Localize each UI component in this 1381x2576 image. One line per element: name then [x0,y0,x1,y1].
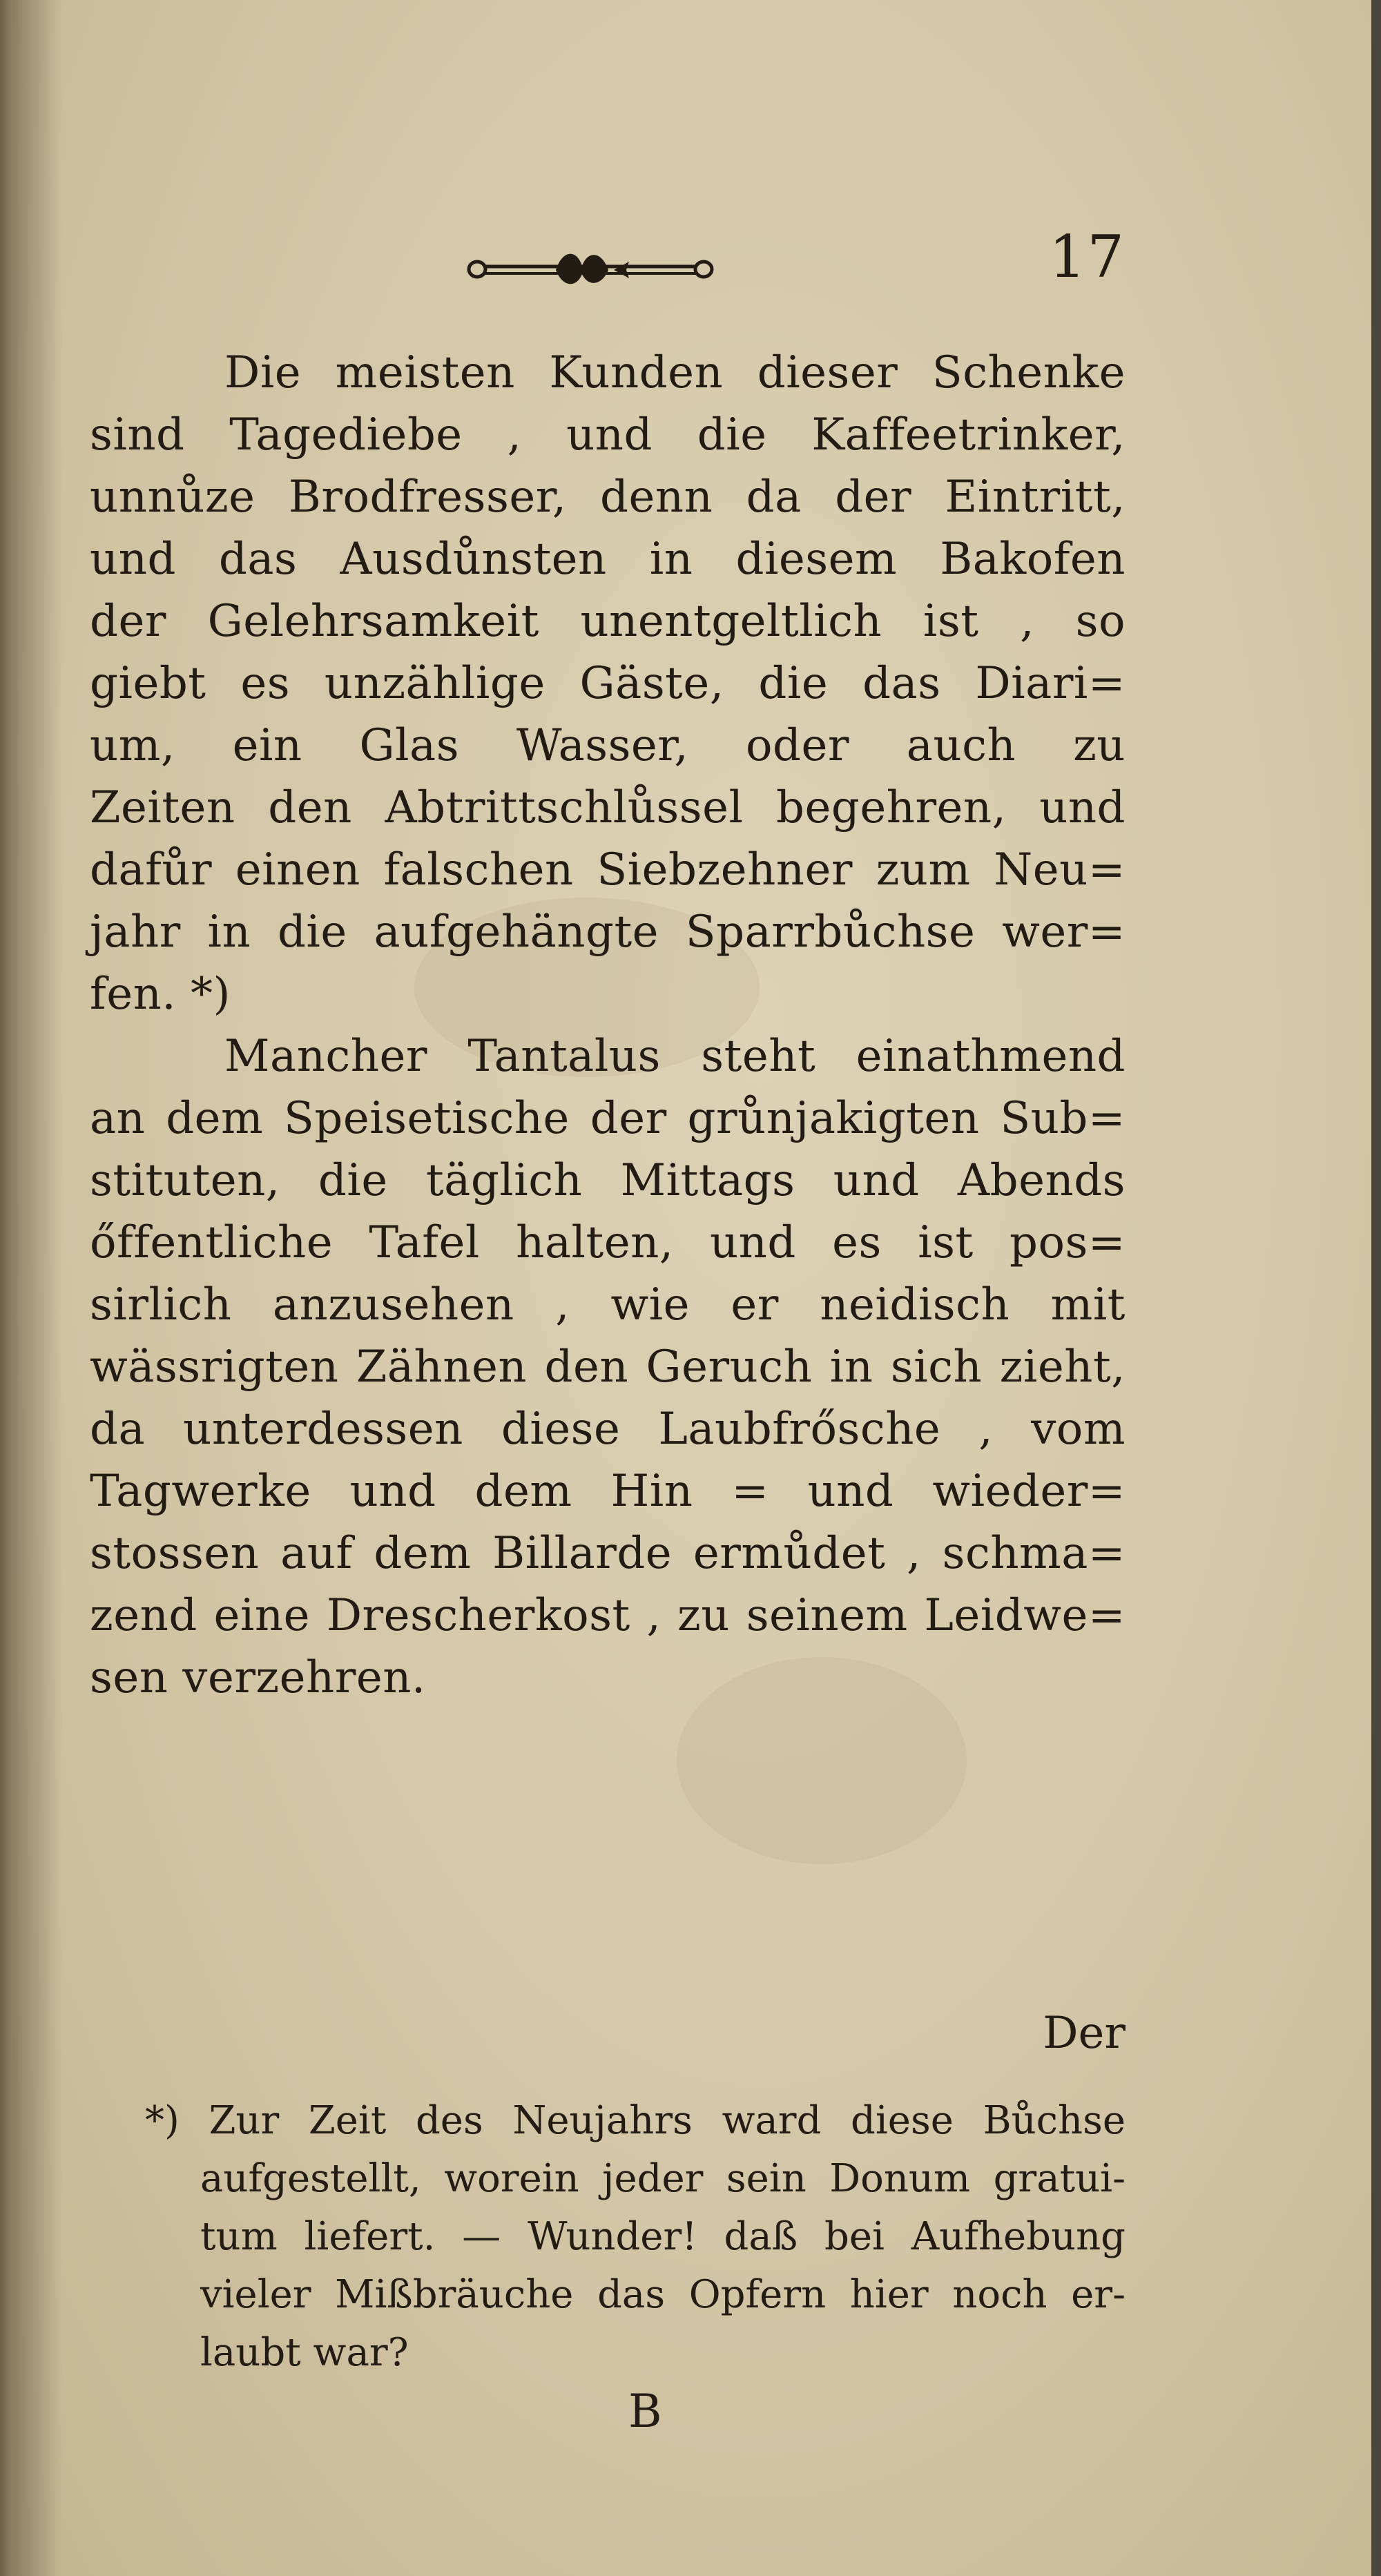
text-line: dafůr einen falschen Siebzehner zum Neu= [90,844,1126,895]
text-line: stituten, die täglich Mittags und Abends [90,1155,1126,1206]
text-line: an dem Speisetische der grůnjakigten Sub= [90,1093,1126,1144]
page-number: 17 [1049,223,1126,291]
footnote-line: aufgestellt, worein jeder sein Donum gratui- [200,2156,1126,2201]
text-line: őffentliche Tafel halten, und es ist pos= [90,1217,1126,1268]
text-line: sirlich anzusehen , wie er neidisch mit [90,1279,1126,1330]
footnote [145,2092,1126,2382]
text-line: Die meisten Kunden dieser Schenke [224,347,1126,398]
footnote-line: vieler Mißbräuche das Opfern hier noch er- [200,2272,1126,2317]
text-line: stossen auf dem Billarde ermůdet , schma= [90,1528,1126,1579]
text-line: sind Tagediebe , und die Kaffeetrinker, [90,409,1126,461]
text-line: da unterdessen diese Laubfrősche , vom [90,1404,1126,1455]
text-line: giebt es unzählige Gäste, die das Diari= [90,658,1126,709]
text-line: und das Ausdůnsten in diesem Bakofen [90,534,1126,585]
binding-edge [0,0,19,2576]
text-line: der Gelehrsamkeit unentgeltlich ist , so [90,596,1126,647]
text-line: Mancher Tantalus steht einathmend [224,1031,1126,1082]
text-line: unnůze Brodfresser, denn da der Eintritt, [90,472,1126,523]
text-line: fen. *) [90,969,231,1020]
running-header [90,207,1126,291]
footnote-line: *) Zur Zeit des Neujahrs ward diese Bůchse [145,2098,1126,2143]
text-line: Tagwerke und dem Hin = und wieder= [90,1466,1126,1517]
text-line: Zeiten den Abtrittschlůssel begehren, und [90,782,1126,833]
page-edge [1371,0,1381,2576]
catchword: Der [1043,2008,1126,2059]
signature-mark: B [628,2385,662,2438]
text-line: jahr in die aufgehängte Sparrbůchse wer= [90,907,1126,958]
text-line: um, ein Glas Wasser, oder auch zu [90,720,1126,771]
footnote-line: laubt war? [200,2330,409,2375]
text-line: zend eine Drescherkost , zu seinem Leidwe= [90,1590,1126,1641]
body-text [90,342,1126,1709]
text-line: wässrigten Zähnen den Geruch in sich zieht, [90,1342,1126,1393]
ornament-icon [466,245,715,293]
text-line: sen verzehren. [90,1652,426,1703]
footnote-line: tum liefert. — Wunder! daß bei Aufhebung [200,2214,1126,2259]
